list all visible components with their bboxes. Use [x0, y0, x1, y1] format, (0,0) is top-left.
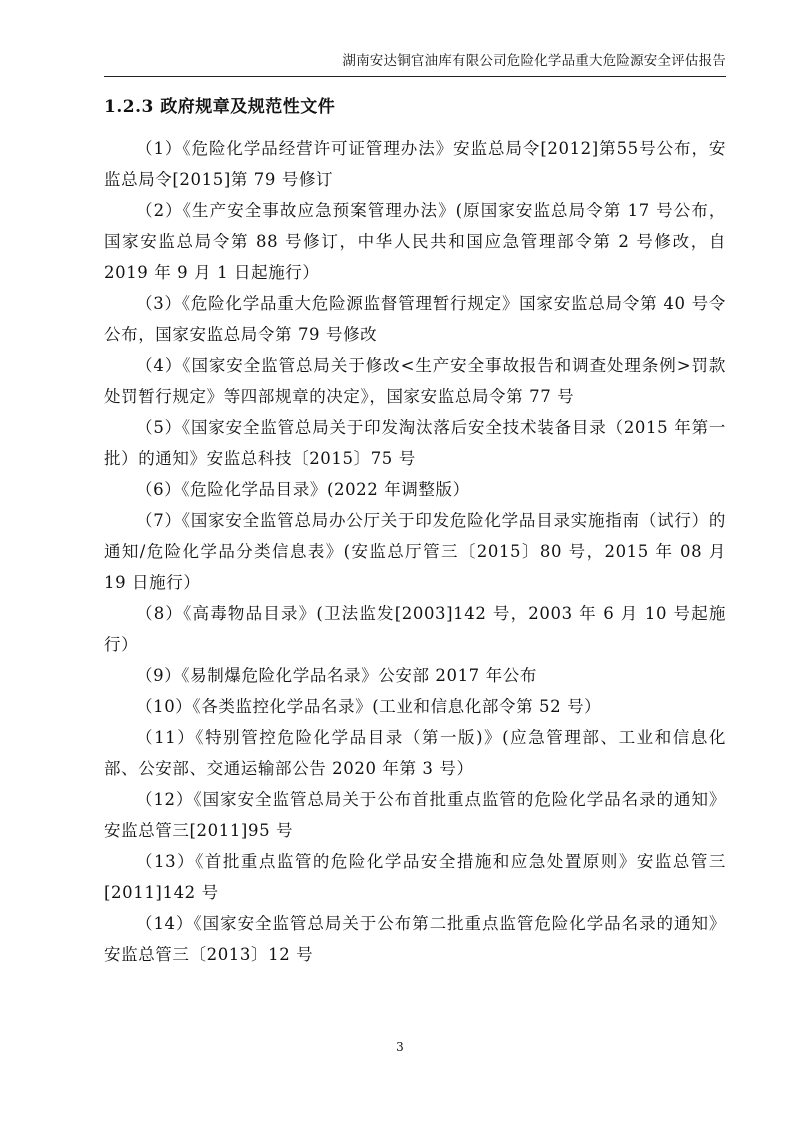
list-item: （2）《生产安全事故应急预案管理办法》(原国家安监总局令第 17 号公布，国家安监总局令第 88 号修订，中华人民共和国应急管理部令第 2 号修改，自 2019 年 9 月 1 日起施行） — [104, 201, 726, 282]
list-item: （9）《易制爆危险化学品名录》公安部 2017 年公布 — [136, 666, 537, 685]
list-item: （11）《特别管控危险化学品目录（第一版)》(应急管理部、工业和信息化部、公安部、交通运输部公告 2020 年第 3 号） — [104, 728, 726, 778]
list-item: （1）《危险化学品经营许可证管理办法》安监总局令[2012]第55号公布，安监总局令[2015]第 79 号修订 — [104, 139, 726, 189]
list-item: （4）《国家安全监管总局关于修改<生产安全事故报告和调查处理条例>罚款处罚暂行规定》等四部规章的决定》，国家安监总局令第 77 号 — [104, 356, 726, 406]
regulation-list — [104, 133, 726, 970]
page-header — [104, 50, 726, 77]
list-item: （5）《国家安全监管总局关于印发淘汰落后安全技术装备目录（2015 年第一批）的通知》安监总科技〔2015〕75 号 — [104, 418, 726, 468]
list-item: （8）《高毒物品目录》(卫法监发[2003]142 号，2003 年 6 月 10 号起施行） — [104, 604, 726, 654]
list-item: （14）《国家安全监管总局关于公布第二批重点监管危险化学品名录的通知》安监总管三〔2013〕12 号 — [104, 914, 726, 964]
list-item: （10）《各类监控化学品名录》(工业和信息化部令第 52 号） — [136, 697, 602, 716]
list-item: （7）《国家安全监管总局办公厅关于印发危险化学品目录实施指南（试行）的通知/危险化学品分类信息表》(安监总厅管三〔2015〕80 号，2015 年 08 月 19 日施行） — [104, 511, 726, 592]
header-title: 湖南安达铜官油库有限公司危险化学品重大危险源安全评估报告 — [342, 53, 726, 69]
list-item: （3）《危险化学品重大危险源监督管理暂行规定》国家安监总局令第 40 号令公布，国家安监总局令第 79 号修改 — [104, 294, 726, 344]
list-item: （6）《危险化学品目录》(2022 年调整版） — [136, 480, 470, 499]
list-item: （13）《首批重点监管的危险化学品安全措施和应急处置原则》安监总管三[2011]142 号 — [104, 852, 726, 902]
section-heading: 1.2.3 政府规章及规范性文件 — [104, 97, 336, 117]
list-item: （12）《国家安全监管总局关于公布首批重点监管的危险化学品名录的通知》安监总管三[2011]95 号 — [104, 790, 726, 840]
page-number: 3 — [396, 1040, 404, 1054]
